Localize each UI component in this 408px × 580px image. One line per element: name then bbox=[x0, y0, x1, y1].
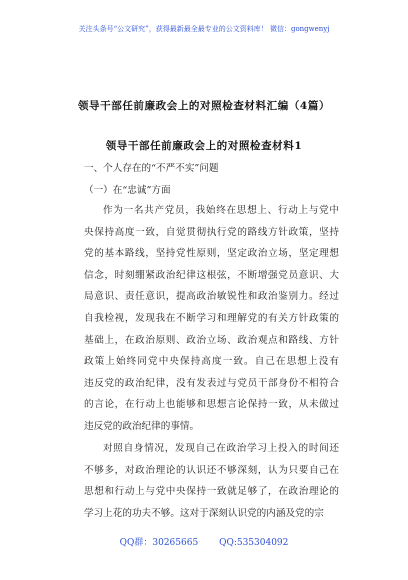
paragraph-line: 自我检视，发现我在不断学习和理解党的有关方针政策的 bbox=[84, 312, 339, 324]
section-title: 领导干部任前廉政会上的对照检查材料1 bbox=[105, 140, 303, 152]
paragraph-line: 作为一名共产党员，我始终在思想上、行动上与党中 bbox=[103, 205, 339, 216]
paragraph-line: 不够多，对政治理论的认识还不够深刻，认为只要自己在 bbox=[84, 464, 339, 476]
paragraph-line: 基础上，在政治原则、政治立场、政治观点和路线、方针 bbox=[84, 334, 339, 346]
paragraph-line: 违反党的政治纪律的事情。 bbox=[84, 420, 200, 432]
footer-contact bbox=[0, 535, 408, 548]
paragraph-line: 局意识、责任意识，提高政治敏锐性和政治鉴别力。经过 bbox=[84, 291, 339, 303]
paragraph-line: 的言论，在行动上也能够和思想言论保持一致，从未做过 bbox=[84, 399, 339, 411]
paragraph-line: 政策上始终同党中央保持高度一致。自己在思想上没有 bbox=[84, 356, 339, 368]
header-notice: 关注头条号“公文研究”，获得最新最全最专业的公文资料库！ 微信：gongwenyj bbox=[78, 25, 330, 33]
footer-qq-group: QQ群：30265665 bbox=[119, 538, 199, 548]
heading-level-2: （一）在“忠诚”方面 bbox=[84, 185, 171, 196]
document-title: 领导干部任前廉政会上的对照检查材料汇编（4篇） bbox=[77, 100, 331, 112]
paragraph-line: 违反党的政治纪律，没有发表过与党员干部身份不相符合 bbox=[84, 377, 339, 389]
paragraph-line: 思想和行动上与党中央保持一致就足够了，在政治理论的 bbox=[84, 486, 339, 498]
paragraph-line: 学习上花的功夫不够。这对于深刻认识党的内涵及党的宗 bbox=[84, 507, 324, 519]
paragraph-line: 对照自身情况，发现自己在政治学习上投入的时间还 bbox=[103, 443, 339, 454]
paragraph-line: 信念，时刻绷紧政治纪律这根弦，不断增强党员意识、大 bbox=[84, 269, 339, 281]
footer-qq-contact: QQ:535304092 bbox=[219, 538, 289, 548]
paragraph-2 bbox=[84, 438, 339, 524]
paragraph-line: 党的基本路线，坚持党性原则，坚定政治立场，坚定理想 bbox=[84, 248, 339, 260]
paragraph-1 bbox=[84, 200, 339, 438]
heading-level-1: 一、个人存在的“不严不实”问题 bbox=[84, 163, 219, 174]
paragraph-line: 央保持高度一致，自觉贯彻执行党的路线方针政策，坚持 bbox=[84, 226, 339, 238]
